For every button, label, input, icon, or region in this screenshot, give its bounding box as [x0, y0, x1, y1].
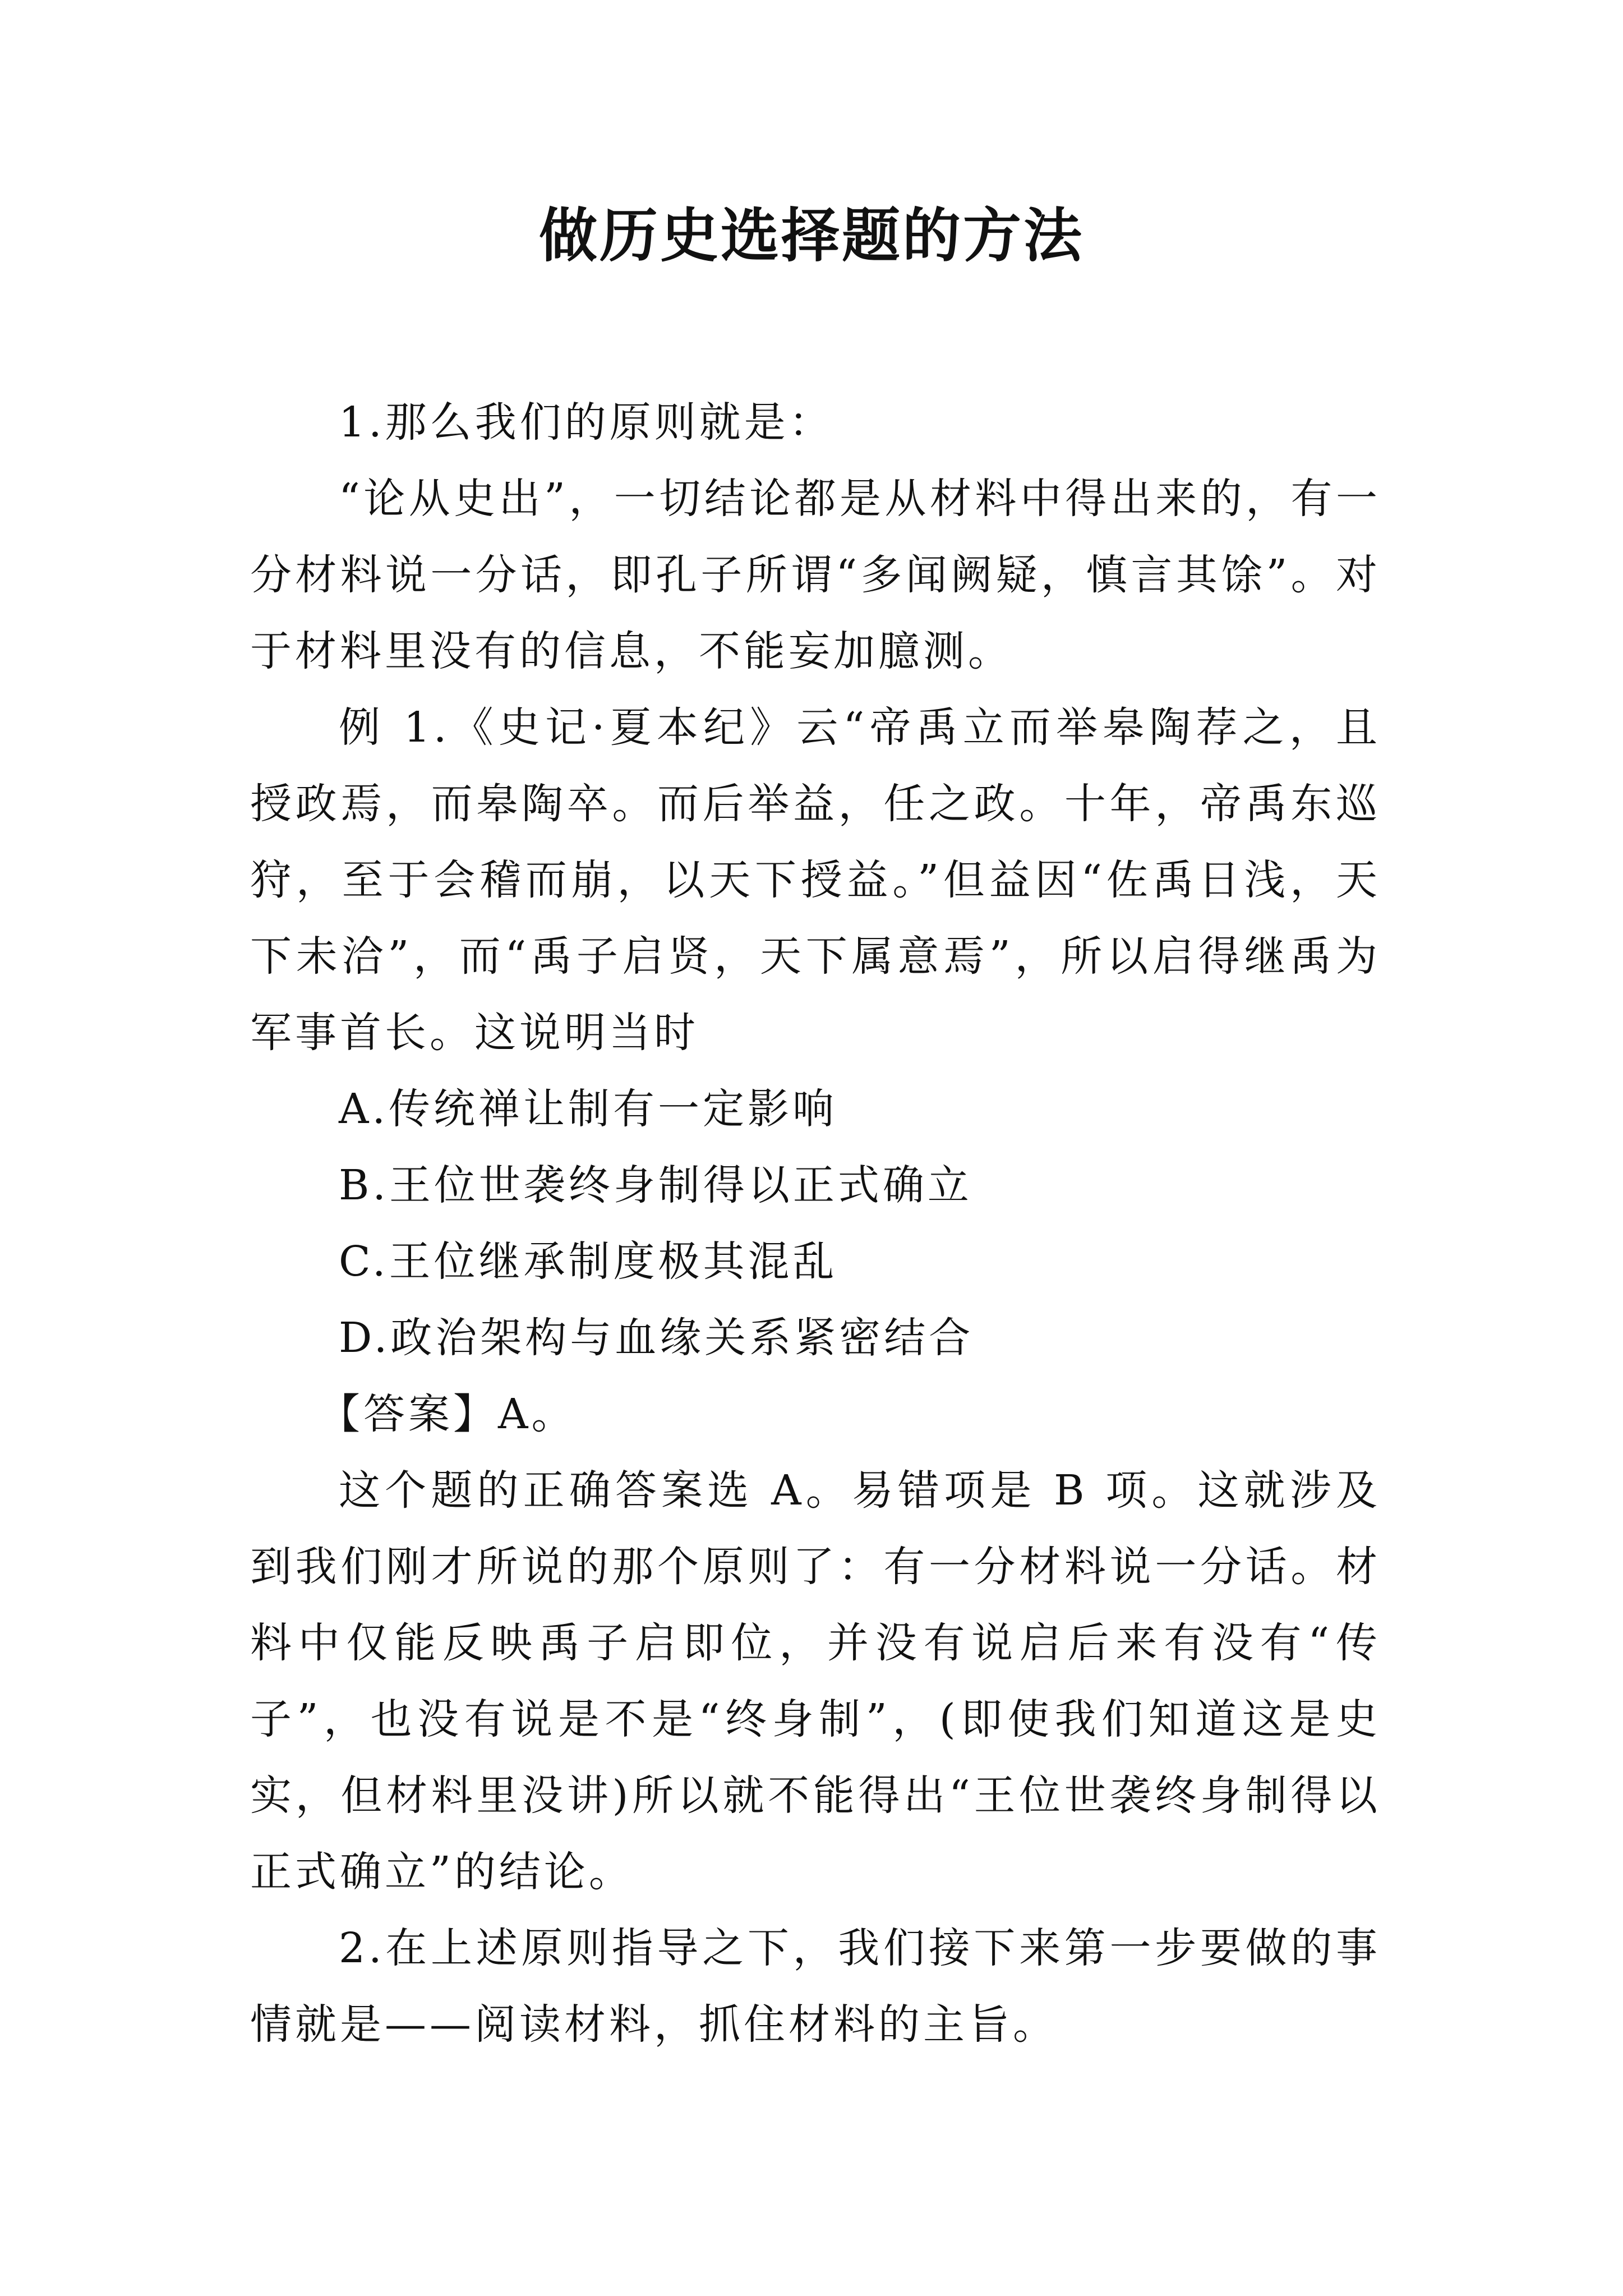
option-d: D.政治架构与血缘关系紧密结合 [339, 1314, 974, 1362]
step-two-paragraph: 2.在上述原则指导之下，我们接下来第一步要做的事情就是——阅读材料，抓住材料的主旨。 [250, 1924, 1381, 2049]
principle-paragraph: “论从史出”，一切结论都是从材料中得出来的，有一分材料说一分话，即孔子所谓“多闻阙疑，慎言其馀”。对于材料里没有的信息，不能妄加臆测。 [250, 475, 1381, 675]
document-title: 做历史选择题的方法 [538, 201, 1084, 270]
document-body [250, 384, 1381, 2063]
example-question: 例 1.《史记·夏本纪》云“帝禹立而举皋陶荐之，且授政焉，而皋陶卒。而后举益，任之政。十年，帝禹东巡狩，至于会稽而崩，以天下授益。”但益因“佐禹日浅，天下未洽”，而“禹子启贤，天下属意焉”，所以启得继禹为军事首长。这说明当时 [250, 703, 1381, 1057]
option-c: C.王位继承制度极其混乱 [339, 1237, 838, 1286]
principle-heading: 1.那么我们的原则就是： [339, 398, 834, 447]
analysis-paragraph: 这个题的正确答案选 A。易错项是 B 项。这就涉及到我们刚才所说的那个原则了：有一分材料说一分话。材料中仅能反映禹子启即位，并没有说启后来有没有“传子”，也没有说是不是“终身制”，(即使我们知道这是史实，但材料里没讲)所以就不能得出“王位世袭终身制得以正式确立”的结论。 [250, 1466, 1381, 1896]
option-b: B.王位世袭终身制得以正式确立 [339, 1161, 972, 1209]
answer-line: 【答案】A。 [319, 1390, 577, 1438]
option-a: A.传统禅让制有一定影响 [339, 1085, 837, 1133]
